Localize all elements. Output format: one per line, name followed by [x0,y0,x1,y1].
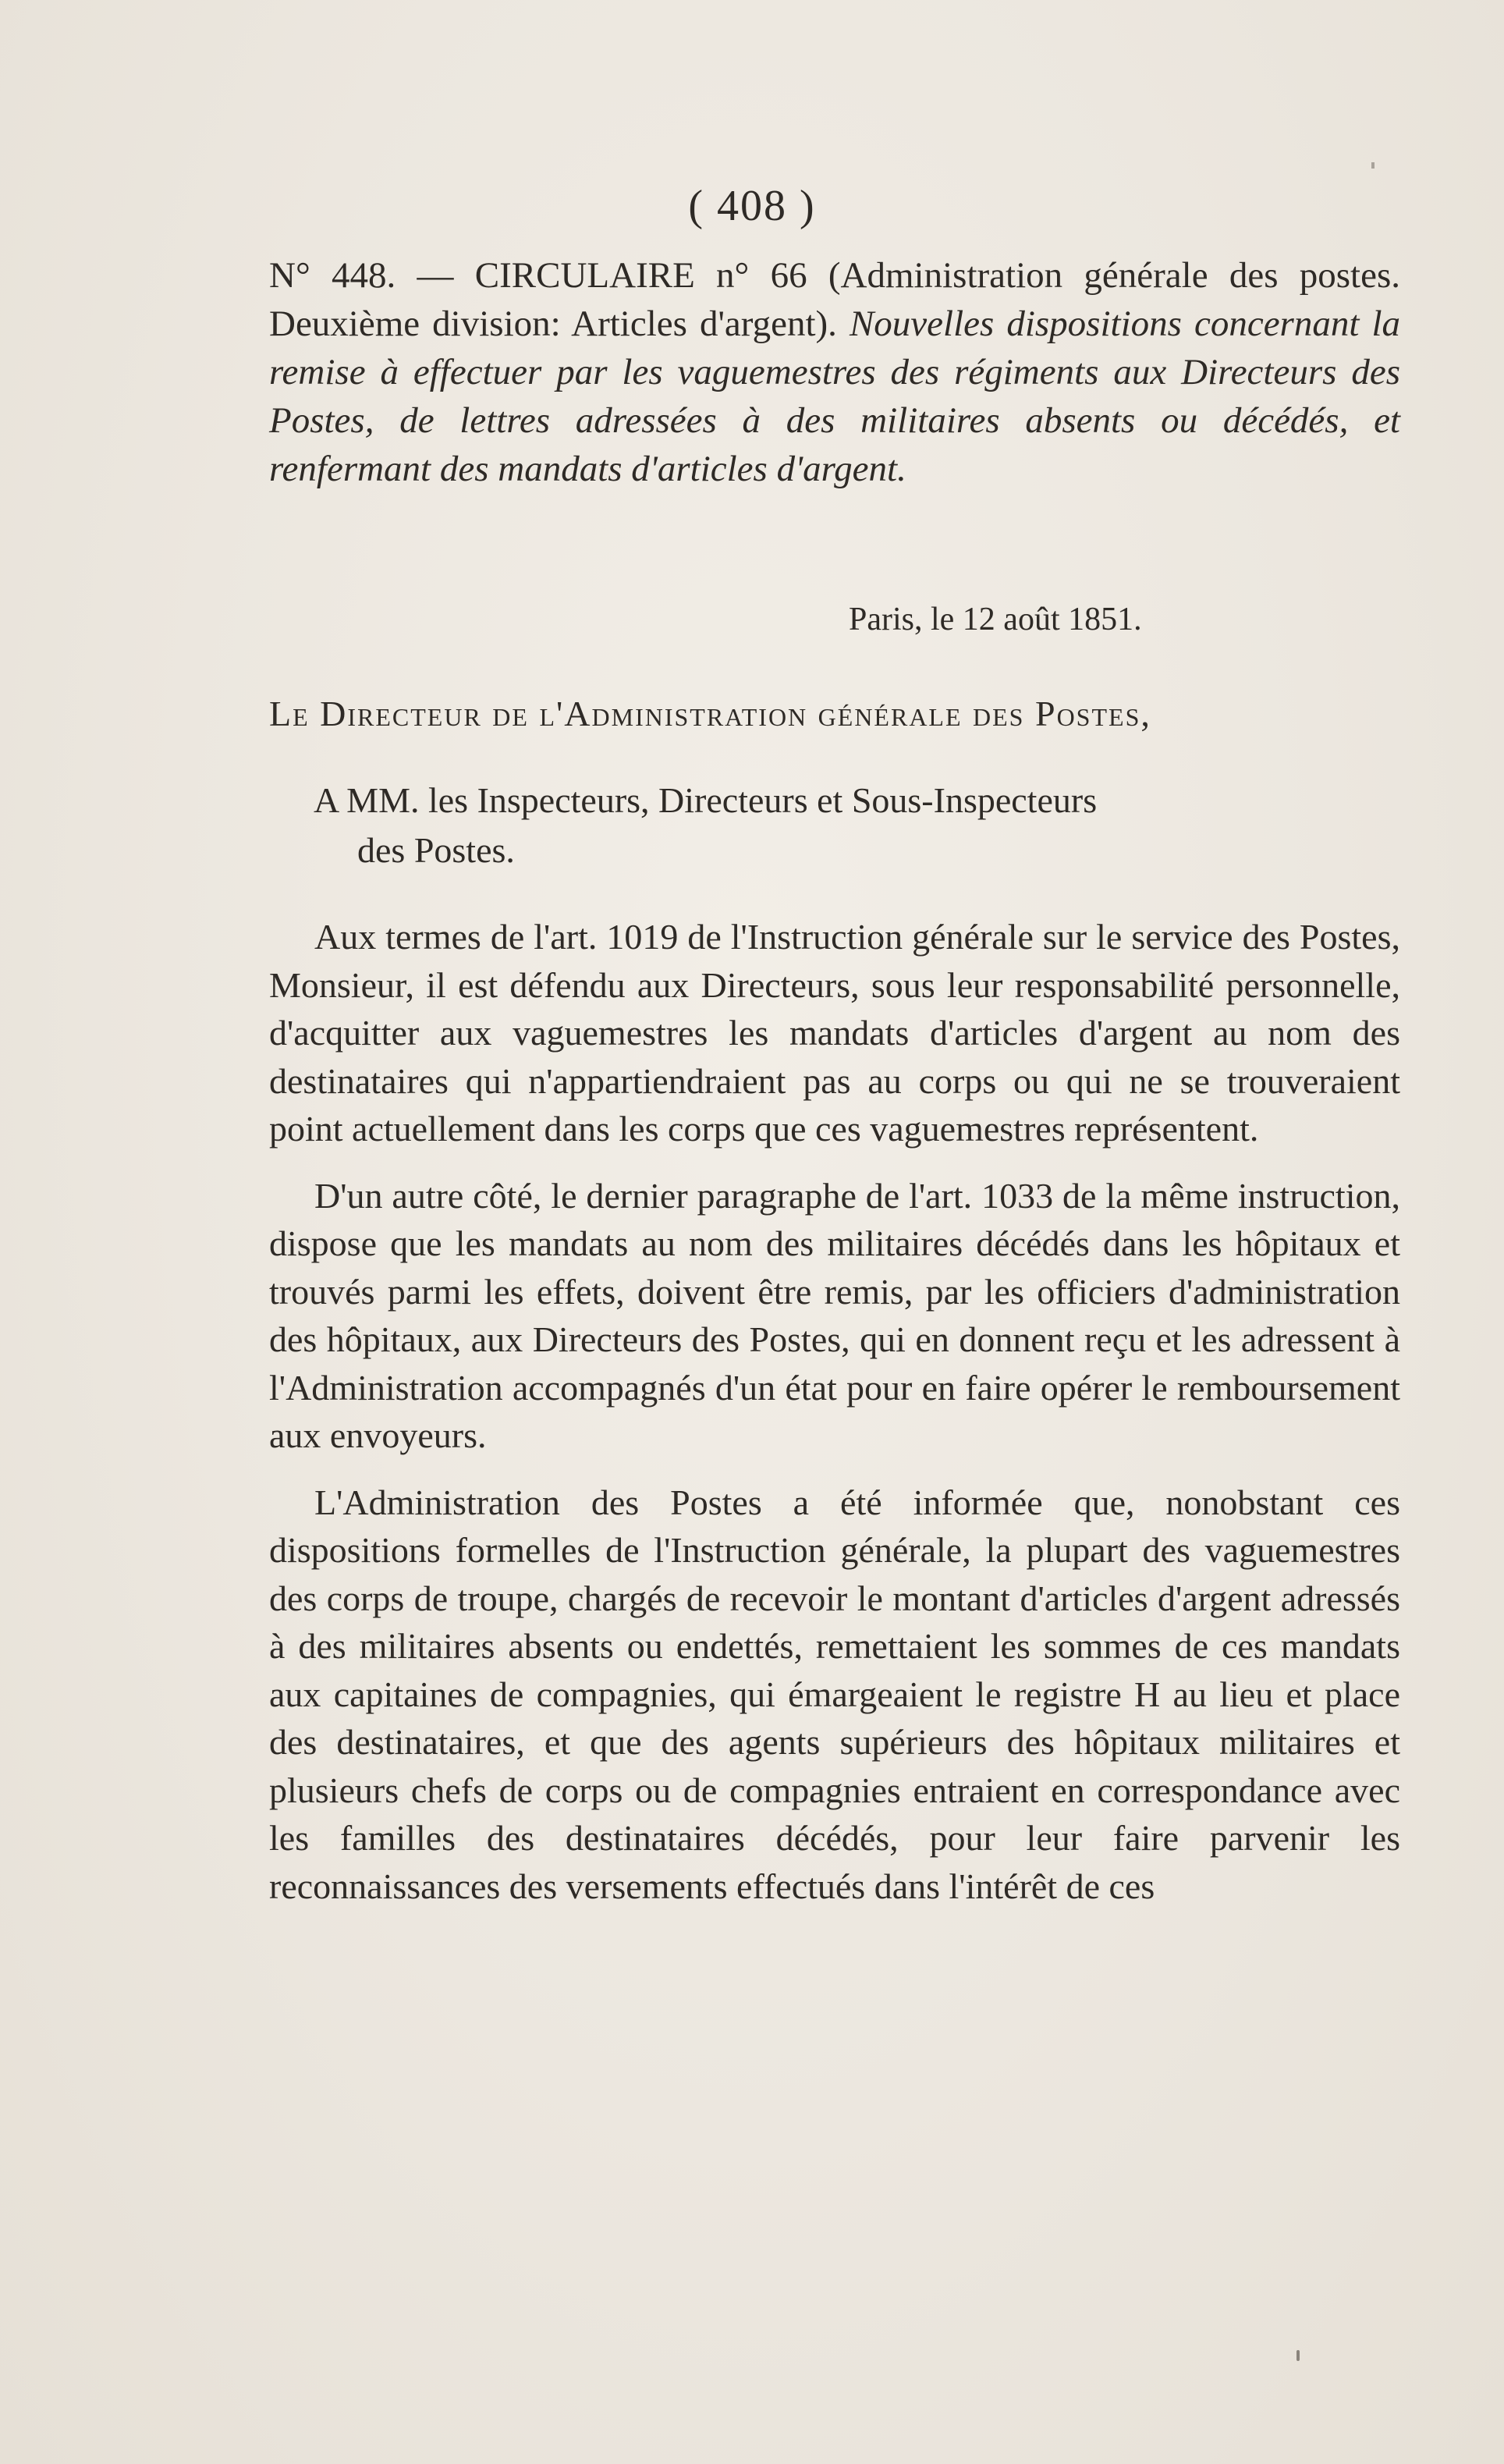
circular-heading [269,251,1400,493]
paragraph-1: Aux termes de l'art. 1019 de l'Instruction générale sur le service des Postes, Monsieur, il est défendu aux Directeurs, sous leur responsabilité personnelle, d'acquitter aux vaguemestres les mandats d'articles d'argent au nom des destinataires qui n'appartiendraient pas au corps ou qui ne se trouveraient point actuellement dans les corps que ces vaguemestres représentent. [269,917,1400,1149]
page-number: ( 408 ) [688,182,816,230]
heading-subject-italic: Nouvelles dispositions concernant la remise à effectuer par les vaguemestres des régiments aux Directeurs des Postes, de lettres adressées à des militaires absents ou décédés, et renfermant des mandats d'articles d'argent. [269,304,1400,489]
salutation: Le Directeur de l'Administration générale des Postes, [269,694,1151,733]
body-text [269,913,1400,1929]
paragraph-3: L'Administration des Postes a été informée que, nonobstant ces dispositions formelles de l'Instruction générale, la plupart des vaguemestres des corps de troupe, chargés de recevoir le montant d'articles d'argent adressés à des militaires absents ou endettés, remettaient les sommes de ces mandats aux capitaines de compagnies, qui émargeaient le registre H au lieu et place des destinataires, et que des agents supérieurs des hôpitaux militaires et plusieurs chefs de corps ou de compagnies entraient en correspondance avec les familles des destinataires décédés, pour leur faire parvenir les reconnaissances des versements effectués dans l'intérêt de ces [269,1482,1400,1906]
heading-line1: N° 448. — CIRCULAIRE n° 66 (Administration générale [269,255,1208,296]
paper-speck [1371,162,1375,169]
addressee-line2: des Postes. [357,830,515,870]
dateline: Paris, le 12 août 1851. [849,602,1142,637]
paper-speck [1296,2350,1300,2361]
heading-line2-roman: des postes. Deuxième division: Articles d'argent). [269,255,1401,344]
addressee [314,776,1400,875]
addressee-line1: A MM. les Inspecteurs, Directeurs et Sous-Inspecteurs [314,780,1098,820]
paragraph-2: D'un autre côté, le dernier paragraphe de l'art. 1033 de la même instruction, dispose que les mandats au nom des militaires décédés dans les hôpitaux et trouvés parmi les effets, doivent être remis, par les officiers d'administration des hôpitaux, aux Directeurs des Postes, qui en donnent reçu et les adressent à l'Administration accompagnés d'un état pour en faire opérer le remboursement aux envoyeurs. [269,1175,1400,1455]
